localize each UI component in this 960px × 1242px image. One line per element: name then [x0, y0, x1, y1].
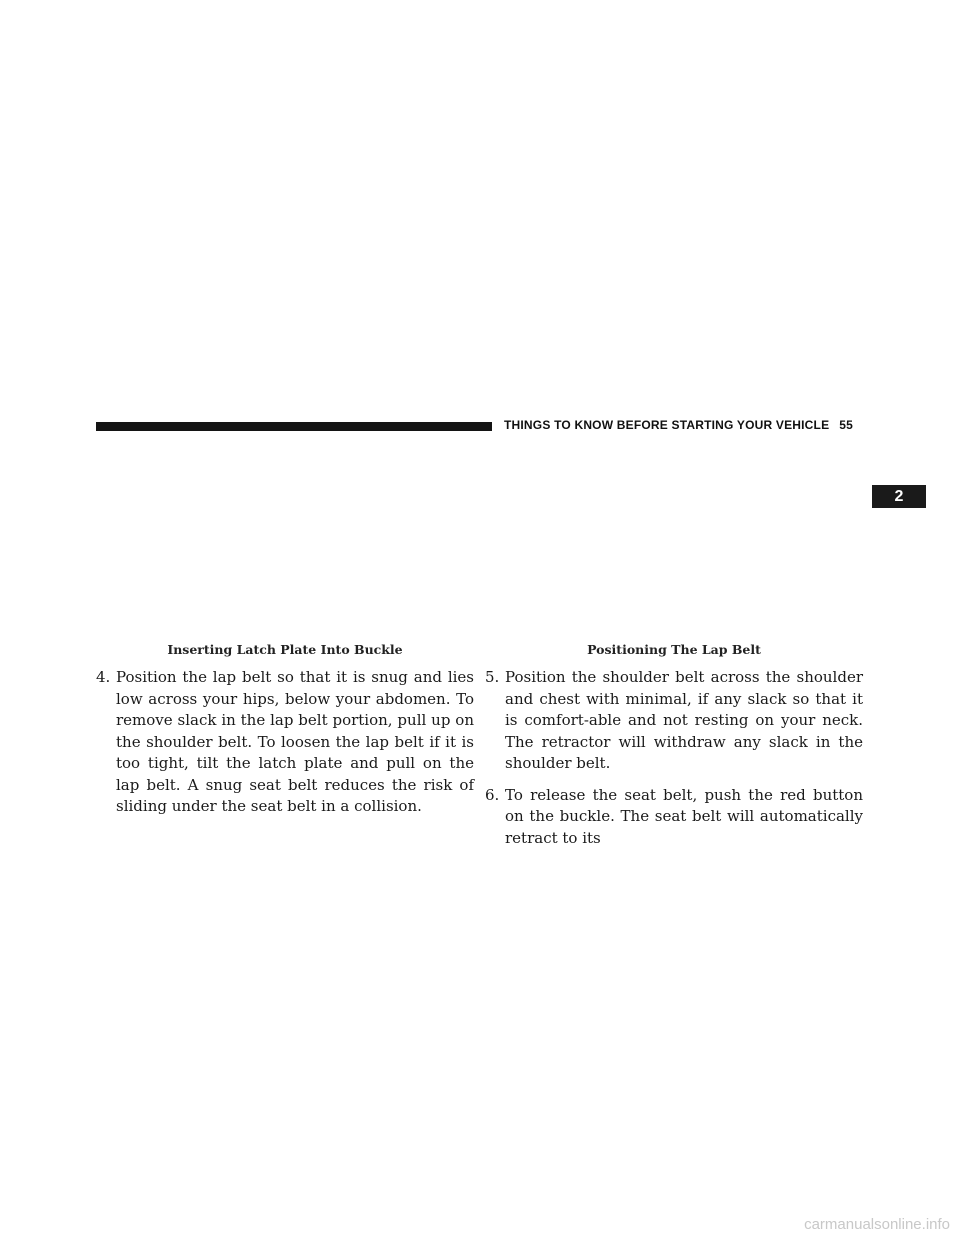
item-number: 4.: [96, 668, 111, 686]
page-number: 55: [839, 418, 854, 432]
header-rule: [96, 422, 492, 431]
list-item: [96, 667, 474, 818]
right-column: [485, 642, 863, 859]
running-header: [504, 418, 853, 436]
list-item: [485, 667, 863, 775]
chapter-tab: 2: [872, 485, 926, 508]
header-title: THINGS TO KNOW BEFORE STARTING YOUR VEHICLE: [504, 418, 830, 432]
item-text: Position the shoulder belt across the shoulder and chest with minimal, if any slack so that it is comfort-able and not resting on your neck. The retractor will withdraw any slack in the shoulder belt.: [505, 668, 863, 772]
figure-caption-right: Positioning The Lap Belt: [587, 642, 761, 657]
figure-caption-left: Inserting Latch Plate Into Buckle: [167, 642, 403, 657]
item-number: 5.: [485, 668, 500, 686]
list-item: [485, 785, 863, 850]
item-text: To release the seat belt, push the red button on the buckle. The seat belt will automatically retract to its: [505, 785, 863, 847]
item-number: 6.: [485, 785, 500, 804]
item-text: Position the lap belt so that it is snug and lies low across your hips, below your abdomen. To remove slack in the lap belt portion, pull up on the shoulder belt. To loosen the lap belt if it is too tight, tilt the latch plate and pull on the lap belt. A snug seat belt reduces the risk of sliding under the seat belt in a collision.: [116, 668, 474, 815]
left-column: [96, 642, 474, 828]
watermark: carmanualsonline.info: [804, 1216, 950, 1233]
